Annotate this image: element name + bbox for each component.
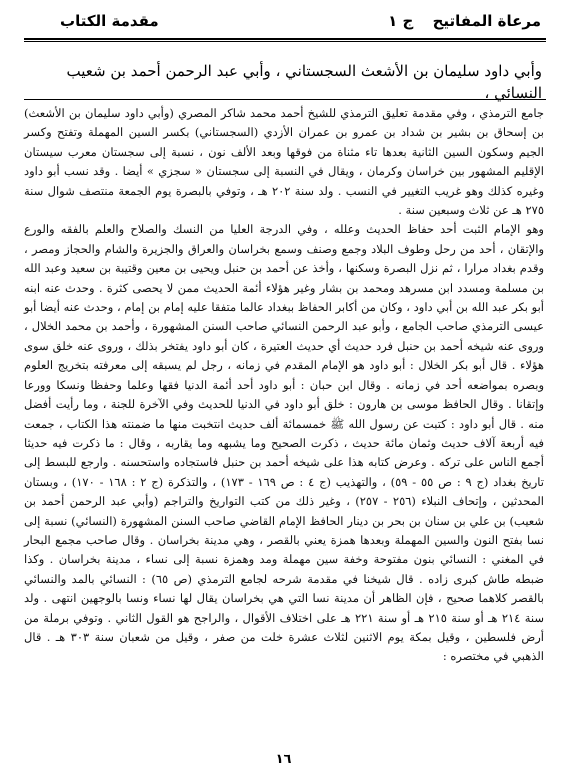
- main-text-divider: [24, 99, 546, 100]
- commentary-paragraph: جامع الترمذي ، وفي مقدمة تعليق الترمذي للشيخ أحمد محمد شاكر المصري (وأبي داود سليمان بن الأشعث) بن إسحاق بن بشير بن شداد بن عمرو بن عمران الأزدي (السجستاني) بكسر السين المهملة وتفتح وكسر الجيم وسكون السين الثانية بعدها تاء مثناة من فوقها وبعد الألف نون ، نسبة إلى سجستان معرب سيستان الإقليم المشهور بين خراسان وكرمان ، ويقال في النسبة إلى سجستان « سجزي » أيضا . وقد نسب أبو داود وغيره كذلك وهو غريب التغيير في النسب . ولد سنة ٢٠٢ هـ ، وتوفي بالبصرة يوم الجمعة منتصف شوال سنة ٢٧٥ هـ عن ثلاث وسبعين سنة .: [24, 106, 544, 218]
- section-title: مقدمة الكتاب: [60, 12, 159, 30]
- main-text: وأبي داود سليمان بن الأشعث السجستاني ، وأبي عبد الرحمن أحمد بن شعيب النسائي ،: [66, 62, 542, 102]
- page-header: [20, 12, 547, 34]
- volume-label: ج ١: [388, 12, 414, 30]
- book-title: مرعاة المفاتيح: [432, 12, 541, 30]
- running-title: [388, 12, 541, 30]
- commentary-paragraph: وهو الإمام الثبت أحد حفاظ الحديث وعلله ، وفي الدرجة العليا من النسك والصلاح والعلم بالفقه والورع والإتقان ، أحد من رحل وطوف البلاد وجمع وصنف وسمع بخراسان والعراق والجزيرة والشام والحجاز ومصر ، وقدم بغداد مرارا ، ثم نزل البصرة وسكنها ، وأخذ عن أحمد بن حنبل ويحيى بن معين وقتيبة بن سعيد وعبد الله بن مسلمة ومسدد ابن مسرهد ومحمد بن بشار وغير هؤلاء أئمة الحديث ممن لا يحصى كثرة . وحدث عنه ابنه أبو بكر عبد الله بن أبي داود ، وكان من أكابر الحفاظ ببغداد عالما متفقا عليه إمام بن إمام ، وحدث عنه أيضا أبو عيسى الترمذي صاحب الجامع ، وأبو عبد الرحمن النسائي صاحب السنن المشهورة ، وأحمد بن محمد الخلال ، وروى عنه شيخه أحمد بن حنبل فرد حديث أي حديث العتيرة ، كان أبو داود يفتخر بذلك ، وروى عنه خلق سوى هؤلاء . قال أبو بكر الخلال : أبو داود هو الإمام المقدم في زمانه ، رجل لم يسبقه إلى معرفته بتخريج العلوم وبصره بمواضعه أحد في زمانه . وقال ابن حبان : أبو داود أحد أئمة الدنيا فقها وعلما وحفظا ونسكا وورعا وإتقانا . وقال الحافظ موسى بن هارون : خلق أبو داود في الدنيا للحديث وفي الآخرة للجنة ، وما رأيت أفضل منه . قال أبو داود : كتبت عن رسول الله ﷺ خمسمائة ألف حديث انتخبت منها ما ضمنته هذا الكتاب ، جمعت فيه أربعة آلاف حديث وثمان مائة حديث ، ذكرت الصحيح وما يشبهه وما يقاربه ، وقال : ما ذكرت فيه حديثا أجمع الناس على تركه . وعرض كتابه هذا على شيخه أحمد بن حنبل فاستجاده واستحسنه . وارجع للبسط إلى تاريخ بغداد (ج ٩ : ص ٥٥ - ٥٩) ، والتهذيب (ج ٤ : ص ١٦٩ - ١٧٣) ، والتذكرة (ج ٢ : ١٦٨ - ١٧٠) ، وبستان المحدثين ، وإتحاف النبلاء (٢٥٦ - ٢٥٧) ، وغير ذلك من كتب التواريخ والتراجم (وأبي عبد الرحمن أحمد بن شعيب) بن علي بن سنان بن بحر بن دينار الحافظ الإمام القاضي صاحب السنن المشهورة (النسائي) نسبة إلى نسا بفتح النون والسين المهملة وبعدها همزة يعني بالقصر ، وهي مدينة بخراسان . وقال صاحب مجمع البحار في المغني : النسائي بنون مفتوحة وخفة سين مهملة ومد وهمزة نسبة إلى نساء ، مدينة بخراسان . وكذا ضبطه طاش كبرى زاده . قال شيخنا في مقدمة شرحه لجامع الترمذي (ص ٦٥) : النسائي بالمد والنسائي بالقصر كلاهما صحيح ، فإن الظاهر أن مدينة نسا التي هي بخراسان يقال لها نساء ونسا بالوجهين انتهى . ولد سنة ٢١٤ هـ أو سنة ٢١٥ هـ أو سنة ٢٢١ هـ على اختلاف الأقوال ، والراجح هو القول الثاني . وتوفي برملة من أرض فلسطين ، وقيل بمكة يوم الاثنين لثلاث عشرة خلت من صفر ، وقيل من شعبان سنة ٣٠٣ هـ . قال الذهبي في مختصره :: [24, 222, 544, 664]
- header-rule: [24, 38, 546, 40]
- header-rule-thin: [24, 41, 546, 42]
- page-number: ١٦: [275, 752, 292, 767]
- commentary-block: [24, 104, 544, 667]
